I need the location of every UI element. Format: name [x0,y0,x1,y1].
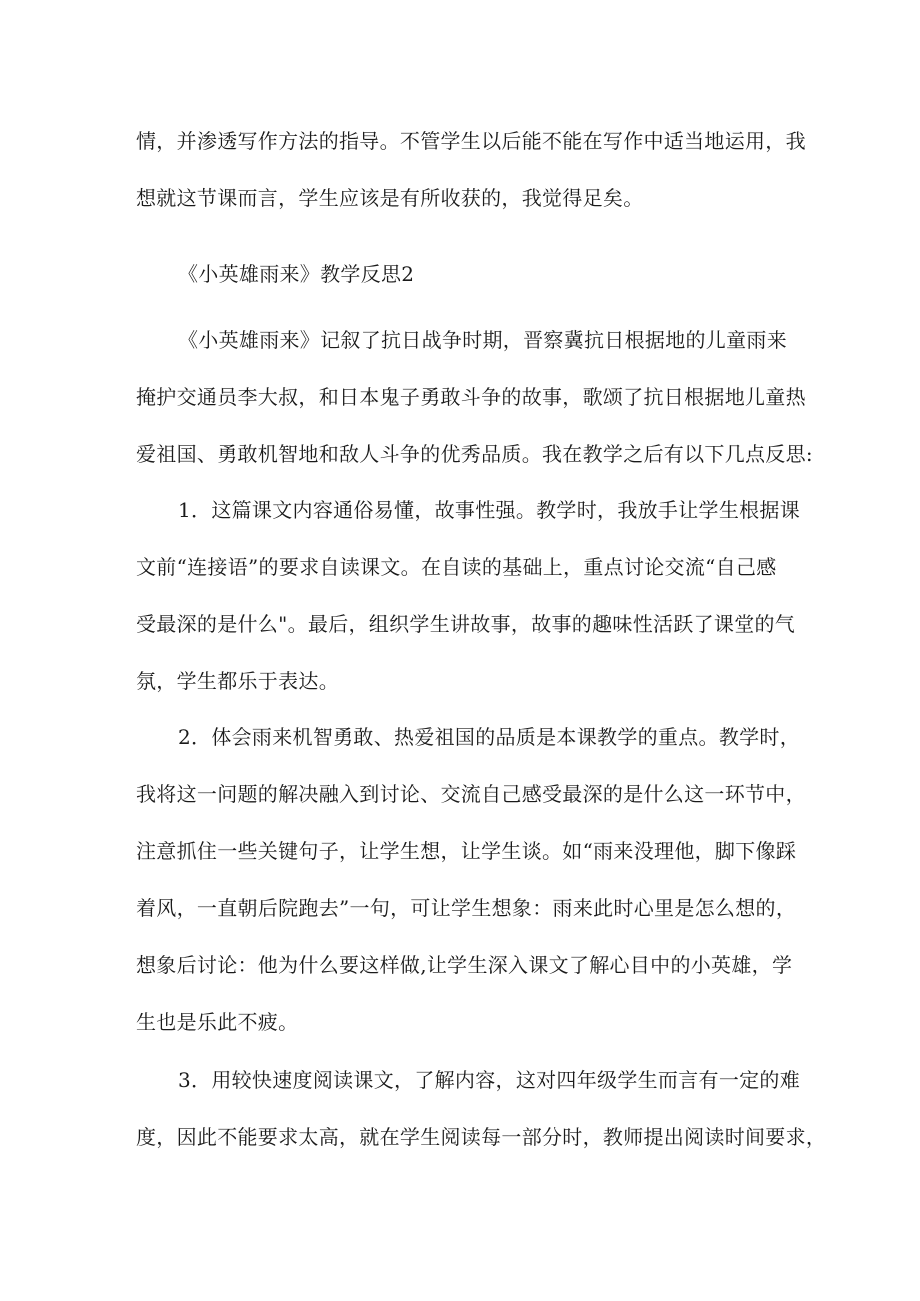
text-line: 生也是乐此不疲。 [136,1010,299,1034]
section-heading [136,246,796,303]
text-line: 想就这节课而言，学生应该是有所收获的，我觉得足矣。 [136,186,644,210]
heading-line: 《小英雄雨来》教学反思2 [178,262,415,286]
paragraph-point-2 [136,709,806,1051]
paragraph-point-1 [136,482,801,710]
text-line: 1．这篇课文内容通俗易懂，故事性强。教学时，我放手让学生根据课 [178,498,801,522]
text-line: 情，并渗透写作方法的指导。不管学生以后能不能在写作中适当地运用，我 [136,129,806,153]
text-line: 文前“连接语”的要求自读课文。在自读的基础上，重点讨论交流“自己感 [136,555,777,579]
text-line: 2．体会雨来机智勇敢、热爱祖国的品质是本课教学的重点。教学时， [178,725,801,749]
text-line: 3．用较快速度阅读课文，了解内容，这对四年级学生而言有一定的难 [178,1068,801,1092]
text-line: 氛，学生都乐于表达。 [136,669,339,693]
text-line: 受最深的是什么"。最后，组织学生讲故事，故事的趣味性活跃了课堂的气 [136,612,796,636]
paragraph-continuation [136,113,806,227]
text-line: 着风，一直朝后院跑去”一句，可让学生想象：雨来此时心里是怎么想的， [136,896,797,920]
text-line: 注意抓住一些关键句子，让学生想，让学生谈。如“雨来没理他，脚下像踩 [136,839,797,863]
text-line: 掩护交通员李大叔，和日本鬼子勇敢斗争的故事，歌颂了抗日根据地儿童热 [136,385,806,409]
text-line: 《小英雄雨来》记叙了抗日战争时期，晋察冀抗日根据地的儿童雨来 [178,328,787,352]
paragraph-intro [136,312,813,483]
text-line: 想象后讨论：他为什么要这样做,让学生深入课文了解心目中的小英雄，学 [136,953,793,977]
text-line: 度，因此不能要求太高，就在学生阅读每一部分时，教师提出阅读时间要求， [136,1125,827,1149]
paragraph-point-3 [136,1052,827,1166]
text-line: 我将这一问题的解决融入到讨论、交流自己感受最深的是什么这一环节中， [136,782,806,806]
text-line: 爱祖国、勇敢机智地和敌人斗争的优秀品质。我在教学之后有以下几点反思: [136,442,813,466]
